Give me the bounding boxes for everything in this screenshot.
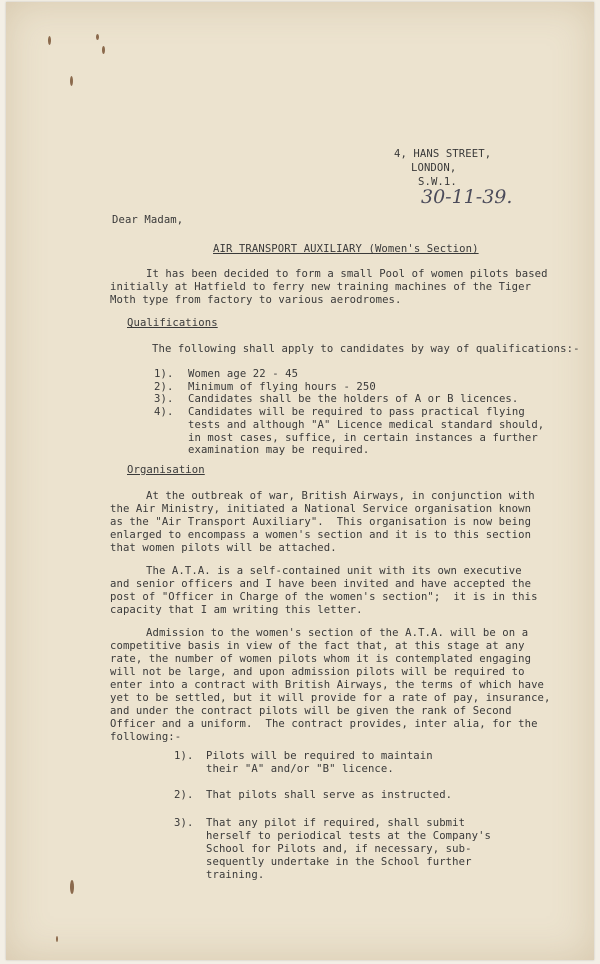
text-line: their "A" and/or "B" licence. <box>206 763 394 775</box>
text-line: The A.T.A. is a self-contained unit with its own executive <box>146 565 522 577</box>
text-line: as the "Air Transport Auxiliary". This organisation is now being <box>110 516 532 528</box>
text-line: That any pilot if required, shall submit <box>206 817 466 829</box>
organisation-heading: Organisation <box>127 464 205 476</box>
salutation: Dear Madam, <box>112 214 184 226</box>
text-line: post of "Officer in Charge of the women's section"; it is in this <box>110 591 538 603</box>
text-line: capacity that I am writing this letter. <box>110 604 363 616</box>
text-line: Candidates will be required to pass practical flying <box>188 406 525 419</box>
text-line: Pilots will be required to maintain <box>206 750 433 762</box>
text-line: and under the contract pilots will be given the rank of Second <box>110 705 512 717</box>
list-number: 4). <box>154 406 174 419</box>
letter-title: AIR TRANSPORT AUXILIARY (Women's Section) <box>213 243 479 255</box>
text-line: examination may be required. <box>188 444 370 457</box>
text-line: Candidates shall be the holders of A or B licences. <box>188 393 519 406</box>
text-line: tests and although "A" Licence medical standard should, <box>188 418 545 431</box>
text-line: Minimum of flying hours - 250 <box>188 380 376 393</box>
text-line: herself to periodical tests at the Company's <box>206 830 492 842</box>
list-number: 2). <box>154 380 174 393</box>
text-line: training. <box>206 869 265 881</box>
stain-mark <box>102 46 105 54</box>
text-line: and senior officers and I have been invited and have accepted the <box>110 578 532 590</box>
list-number: 3). <box>154 393 174 406</box>
text-line: That pilots shall serve as instructed. <box>206 789 453 801</box>
stain-mark <box>70 76 73 86</box>
list-number: 1). <box>154 368 174 380</box>
qualifications-lead: The following shall apply to candidates by way of qualifications:- <box>152 343 580 355</box>
text-line: enter into a contract with British Airways, the terms of which have <box>110 679 545 691</box>
list-number: 3). <box>174 817 194 829</box>
text-line: will not be large, and upon admission pilots will be required to <box>110 666 525 678</box>
text-line: following:- <box>110 731 182 743</box>
stain-mark <box>96 34 99 40</box>
stain-mark <box>56 936 58 942</box>
qualifications-heading: Qualifications <box>127 317 218 329</box>
address-line: 4, HANS STREET, <box>394 148 492 160</box>
text-line: initially at Hatfield to ferry new training machines of the Tiger <box>110 281 532 293</box>
text-line: yet to be settled, but it will provide for a rate of pay, insurance, <box>110 692 551 704</box>
text-line: Admission to the women's section of the A.T.A. will be on a <box>146 627 529 639</box>
text-line: sequently undertake in the School further <box>206 856 472 868</box>
address-line: LONDON, <box>411 162 457 174</box>
text-line: Moth type from factory to various aerodromes. <box>110 294 402 306</box>
text-line: in most cases, suffice, in certain instances a further <box>188 431 538 444</box>
stain-mark <box>48 36 51 45</box>
text-line: It has been decided to form a small Pool of women pilots based <box>146 268 548 280</box>
text-line: that women pilots will be attached. <box>110 542 337 554</box>
address-line: S.W.1. <box>418 176 457 188</box>
letter-page <box>6 2 594 960</box>
list-number: 2). <box>174 789 194 801</box>
handwritten-date: 30-11-39. <box>421 186 513 208</box>
text-line: the Air Ministry, initiated a National Service organisation known <box>110 503 532 515</box>
text-line: rate, the number of women pilots whom it is contemplated engaging <box>110 653 532 665</box>
text-line: School for Pilots and, if necessary, sub- <box>206 843 472 855</box>
text-line: At the outbreak of war, British Airways, in conjunction with <box>146 490 535 502</box>
text-line: Women age 22 - 45 <box>188 368 299 380</box>
text-line: competitive basis in view of the fact that, at this stage at any <box>110 640 525 652</box>
text-line: Officer and a uniform. The contract provides, inter alia, for the <box>110 718 538 730</box>
text-line: enlarged to encompass a women's section and it is to this section <box>110 529 532 541</box>
list-number: 1). <box>174 750 194 762</box>
stain-mark <box>70 880 74 894</box>
